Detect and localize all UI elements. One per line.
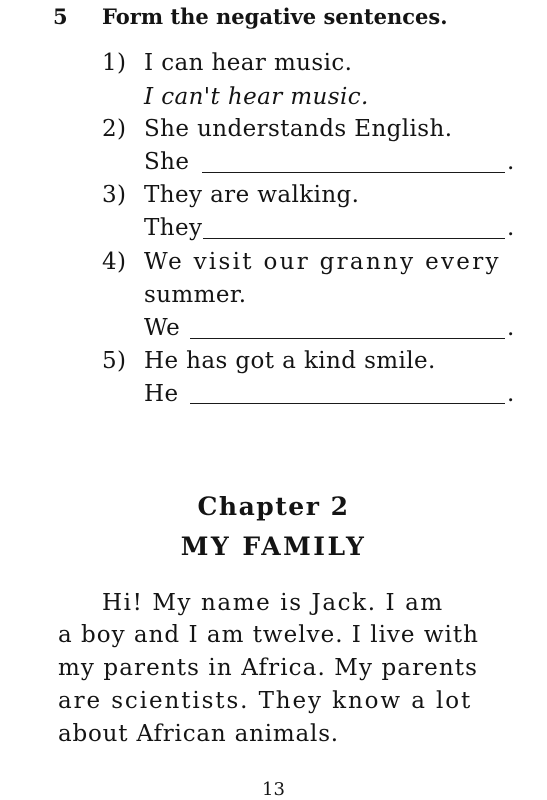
paragraph-line-1: Hi! My name is Jack. I am — [102, 590, 444, 616]
item-1-example-answer: I can't hear music. — [144, 84, 369, 110]
item-5-number: 5) — [102, 348, 127, 374]
item-4-sentence-line1: We visit our granny every — [144, 249, 501, 275]
item-5-period: . — [507, 381, 515, 407]
paragraph-line-2: a boy and I am twelve. I live with — [58, 622, 479, 648]
paragraph-line-3: my parents in Africa. My parents — [58, 655, 479, 681]
item-5-answer-line[interactable] — [190, 403, 505, 404]
item-3-sentence: They are walking. — [144, 182, 360, 208]
item-1-number: 1) — [102, 50, 127, 76]
paragraph-line-5: about African animals. — [58, 721, 339, 747]
item-4-prompt: We — [144, 315, 181, 341]
item-3-prompt: They — [144, 215, 203, 241]
exercise-instruction: Form the negative sentences. — [102, 4, 448, 29]
paragraph-line-4: are scientists. They know a lot — [58, 688, 473, 714]
item-5-prompt: He — [144, 381, 179, 407]
item-2-prompt: She — [144, 149, 190, 175]
item-2-answer-line[interactable] — [202, 172, 505, 173]
item-5-sentence: He has got a kind smile. — [144, 348, 436, 374]
item-4-sentence-line2: summer. — [144, 282, 247, 308]
item-4-answer-line[interactable] — [190, 338, 505, 339]
item-3-answer-line[interactable] — [203, 238, 505, 239]
item-4-number: 4) — [102, 249, 127, 275]
exercise-number: 5 — [53, 4, 68, 29]
chapter-title: MY FAMILY — [180, 532, 367, 561]
page-number: 13 — [262, 779, 285, 800]
item-3-period: . — [507, 215, 515, 241]
item-1-sentence: I can hear music. — [144, 50, 353, 76]
item-2-period: . — [507, 149, 515, 175]
item-4-period: . — [507, 315, 515, 341]
item-3-number: 3) — [102, 182, 127, 208]
item-2-number: 2) — [102, 116, 127, 142]
item-2-sentence: She understands English. — [144, 116, 453, 142]
chapter-label: Chapter 2 — [197, 492, 350, 521]
